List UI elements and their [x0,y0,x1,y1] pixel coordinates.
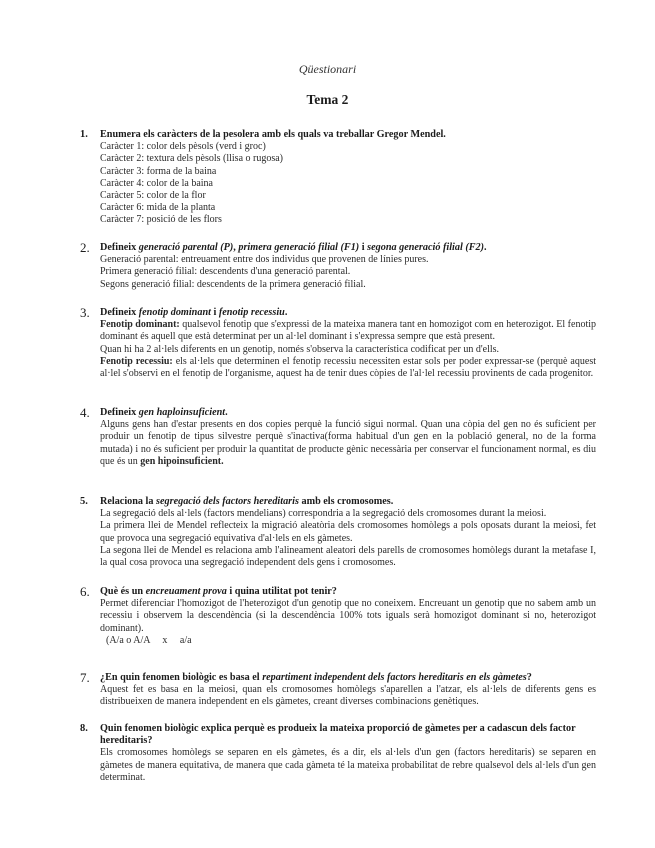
answer-text [100,254,596,291]
question-number: 1. [80,129,88,140]
question-heading: Relaciona la segregació dels factors hereditaris amb els cromosomes. [100,496,394,507]
answer-paragraph: Els cromosomes homòlegs se separen en els gàmetes, és a dir, els al·lels d'un gen (factors hereditaris) se separen en gàmetes de manera equitativa, de manera que cada gàmeta té la mateixa probabilitat de rebre qualsevol dels al·lels d'un gen determinat. [100,747,596,783]
question-number: 2. [80,240,90,255]
list-item: Caràcter 5: color de la flor [100,190,206,202]
answer-line: Segons generació filial: descendents de la primera generació filial. [100,278,366,290]
list-item: Caràcter 6: mida de la planta [100,202,216,214]
answer-paragraph: Permet diferenciar l'homozigot de l'heterozigot d'un genotip que no coneixem. Encreuant un genotip que no sabem amb un recessiu i observem la descendència (si la descendència 100% tots iguals serà homozigot dominant si no, heterozigot dominant). [100,598,596,634]
question-heading: Enumera els caràcters de la pesolera amb els quals va treballar Gregor Mendel. [100,129,446,140]
question-number: 8. [80,723,88,734]
answer-text [100,419,596,468]
answer-paragraph: La segregació dels al·lels (factors mendelians) correspondria a la segregació dels cromosomes durant la meiosi. [100,508,547,520]
question-heading: ¿En quin fenomen biològic es basa el repartiment independent dels factors hereditaris en els gàmetes? [100,672,532,683]
question-4 [0,407,655,468]
answer-text [100,598,596,647]
question-number: 3. [80,305,90,320]
question-1 [0,129,655,227]
question-number: 6. [80,584,90,599]
answer-paragraph: La segona llei de Mendel es relaciona amb l'alineament aleatori dels parells de cromosomes homòlegs durant la metafase I, la qual cosa provoca una segregació independent dels gens i cromosomes. [100,544,596,569]
question-heading: Què és un encreuament prova i quina utilitat pot tenir? [100,586,337,597]
question-number: 5. [80,496,88,507]
list-item: Caràcter 2: textura dels pèsols (llisa o rugosa) [100,153,283,165]
answer-line: Generació parental: entreuament entre dos individus que provenen de línies pures. [100,254,429,266]
answer-paragraph: Quan hi ha 2 al·lels diferents en un genotip, només s'observa la característica codificat per un d'ells. [100,343,500,355]
question-heading: Defineix generació parental (P), primera generació filial (F1) i segona generació filial (F2). [100,242,487,253]
question-heading: Defineix gen haploinsuficient. [100,407,228,418]
document-subtitle: Qüestionari [298,62,357,76]
answer-paragraph: Fenotip recessiu: els al·lels que determinen el fenotip recessiu necessiten estar sols per poder expressar-se (perquè aquest al·lel s'observi en el fenotip de l'organisme, aquest ha de tenir dues còpies de l'al·lel recessiu provinents de cada progenitor. [100,355,596,380]
answer-text [100,319,596,380]
question-3 [0,307,655,380]
list-item: Caràcter 3: forma de la baina [100,165,217,177]
question-6 [0,586,655,647]
answer-text [100,747,596,784]
question-5 [0,496,655,569]
document-title: Tema 2 [306,92,349,107]
question-2 [0,242,655,291]
question-7 [0,672,655,709]
list-item: Caràcter 7: posició de les flors [100,214,222,226]
answer-paragraph: Fenotip dominant: qualsevol fenotip que s'expressi de la mateixa manera tant en homozigot com en heterozigot. El fenotip dominant és aquell que està determinat per un al·lel dominant i s'expressa sempre que està present. [100,319,596,343]
answer-text [100,508,596,569]
question-number: 7. [80,670,90,685]
question-heading: Quin fenomen biològic explica perquè es produeix la mateixa proporció de gàmetes per a cadascun dels factor hereditaris? [100,723,576,747]
question-heading: Defineix fenotip dominant i fenotip recessiu. [100,307,288,318]
list-item: Caràcter 4: color de la baina [100,177,213,189]
answer-line: Primera generació filial: descendents d'una generació parental. [100,266,351,278]
answer-paragraph: La primera llei de Mendel reflecteix la migració aleatòria dels cromosomes homòlegs a pols oposats durant la meiosi, fet que provoca una segregació equivativa d'al·lels en els gàmetes. [100,520,596,544]
answer-list [100,141,596,226]
question-number: 4. [80,405,90,420]
list-item: Caràcter 1: color dels pèsols (verd i groc) [100,141,266,153]
genotype-notation: (A/a o A/A x a/a [106,634,192,646]
answer-paragraph: Alguns gens han d'estar presents en dos copies perquè la funció sigui normal. Quan una còpia del gen no és suficient per produir un fenotip de tipus silvestre perquè s'inactiva(forma habitual d'un gen en la població general, no de la forma mutada) i no és suficient per produir la quantitat de producte gènic necessària per conservar el funcionament normal, es diu que és un gen hipoinsuficient. [100,419,596,467]
answer-paragraph: Aquest fet es basa en la meiosi, quan els cromosomes homòlegs s'aparellen a l'atzar, els al·lels de diferents gens es distribueixen de manera independent en els gàmetes, creant diverses combinacions genètiques. [100,684,596,708]
question-8 [0,723,655,784]
answer-text [100,684,596,708]
